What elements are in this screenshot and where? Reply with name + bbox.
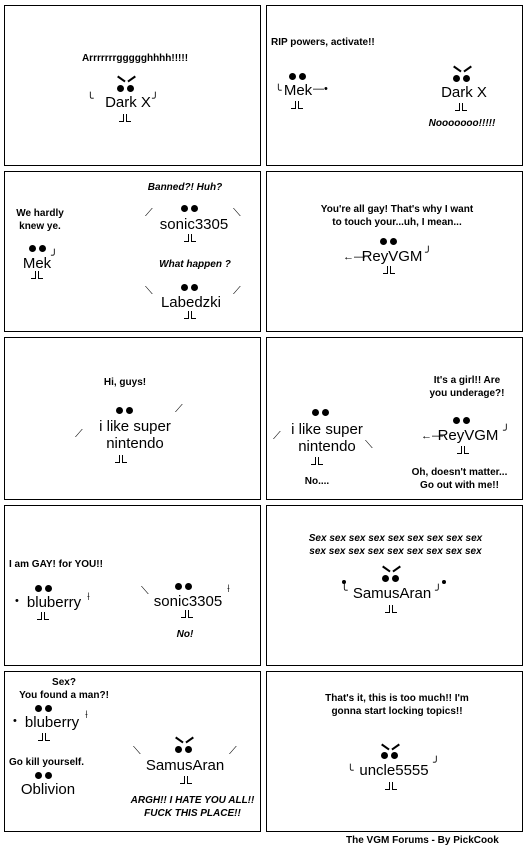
arm-icon: ⟍ xyxy=(141,585,149,597)
character-name: i like super nintendo xyxy=(99,418,171,452)
raised-arm-icon: ⟋ xyxy=(229,745,237,757)
arm-icon: ⟍ xyxy=(365,439,373,451)
legs-icon xyxy=(309,457,325,465)
legs-icon xyxy=(455,446,471,454)
raised-arm-icon: ⟊ xyxy=(87,591,90,603)
arm-icon: ╯ xyxy=(152,93,159,105)
eyes-icon xyxy=(29,245,49,253)
legs-icon xyxy=(178,776,194,784)
legs-icon xyxy=(182,311,198,319)
raised-arm-icon: ⟋ xyxy=(175,403,183,415)
angry-brow-icon xyxy=(117,74,137,83)
legs-icon xyxy=(113,455,129,463)
credit-footer: The VGM Forums - By PickCook xyxy=(346,835,499,846)
legs-icon xyxy=(117,114,133,122)
comic-panel-1 xyxy=(4,5,261,166)
comic-panel-8 xyxy=(266,505,523,666)
eyes-icon xyxy=(289,73,309,81)
eyes-icon xyxy=(35,705,55,713)
legs-icon xyxy=(383,605,399,613)
eyes-icon xyxy=(116,407,136,415)
speech-text: I am GAY! for YOU!! xyxy=(9,559,103,570)
arm-icon: • xyxy=(15,595,19,607)
legs-icon xyxy=(179,610,195,618)
speech-text: No.... xyxy=(304,476,330,487)
speech-text: No! xyxy=(176,629,194,640)
comic-panel-4 xyxy=(266,171,523,332)
eyes-icon xyxy=(181,284,201,292)
arm-icon: ╯ xyxy=(435,585,442,597)
arm-icon: ╰ xyxy=(87,93,94,105)
angry-brow-icon xyxy=(382,564,402,573)
raised-arm-icon: ⟋ xyxy=(145,207,153,219)
angry-brow-icon xyxy=(453,64,473,73)
eyes-icon xyxy=(35,772,55,780)
character-name: Oblivion xyxy=(20,781,76,798)
character-name: Labedzki xyxy=(160,294,222,311)
character-name: sonic3305 xyxy=(159,216,229,233)
character-name: SamusAran xyxy=(352,585,432,602)
legs-icon xyxy=(453,103,469,111)
comic-panel-2 xyxy=(266,5,523,166)
eyes-icon xyxy=(453,417,473,425)
eyes-icon xyxy=(312,409,332,417)
character-name: SamusAran xyxy=(145,757,225,774)
legs-icon xyxy=(289,101,305,109)
raised-arm-icon: ⟋ xyxy=(233,285,241,297)
eyes-icon xyxy=(380,238,400,246)
raised-arm-icon: ⟍ xyxy=(133,745,141,757)
pointing-arm-icon: ←— xyxy=(343,251,365,263)
raised-arm-icon: ⟍ xyxy=(145,285,153,297)
character-name: sonic3305 xyxy=(153,593,223,610)
hand-icon xyxy=(342,580,346,584)
eyes-icon xyxy=(381,752,401,760)
character-name: Mek xyxy=(22,255,52,272)
character-name: uncle5555 xyxy=(359,762,429,779)
speech-text: Go kill yourself. xyxy=(9,757,85,768)
character-name: i like super nintendo xyxy=(291,421,363,455)
angry-brow-icon xyxy=(381,742,401,751)
legs-icon xyxy=(35,612,51,620)
speech-text: Nooooooo!!!!! xyxy=(428,118,496,129)
speech-text: What happen ? xyxy=(159,259,231,270)
raised-arm-icon: ⟋ xyxy=(273,430,281,442)
character-name: bluberry xyxy=(26,594,82,611)
character-name: bluberry xyxy=(24,714,80,731)
speech-text: Sex sex sex sex sex sex sex sex sex sex sex sex sex sex sex sex sex sex xyxy=(308,533,483,557)
arm-icon: ⟋ xyxy=(75,428,83,440)
angry-brow-icon xyxy=(175,735,195,744)
comic-panel-7 xyxy=(4,505,261,666)
speech-text: We hardly knew ye. xyxy=(16,208,64,232)
arm-icon: —• xyxy=(313,83,328,95)
eyes-icon xyxy=(175,583,195,591)
comic-panel-9 xyxy=(4,671,261,832)
arm-icon: • xyxy=(13,715,17,727)
speech-text: That's it, this is too much!! I'm gonna start locking topics!! xyxy=(325,693,469,717)
arm-icon: ╯ xyxy=(51,250,58,262)
legs-icon xyxy=(36,733,52,741)
speech-text: ARGH!! I HATE YOU ALL!! FUCK THIS PLACE!! xyxy=(130,795,255,819)
character-name: ReyVGM xyxy=(361,248,423,265)
legs-icon xyxy=(182,234,198,242)
eyes-icon xyxy=(382,575,402,583)
comic-panel-5 xyxy=(4,337,261,500)
speech-text: Banned?! Huh? xyxy=(147,182,223,193)
arm-icon: ╯ xyxy=(425,247,432,259)
arm-icon: ╯ xyxy=(503,425,510,437)
arm-icon: ╰ xyxy=(347,765,354,777)
arm-icon: ╰ xyxy=(275,85,282,97)
character-name: Dark X xyxy=(441,84,487,101)
eyes-icon xyxy=(117,85,137,93)
legs-icon xyxy=(29,271,45,279)
arm-icon: ╯ xyxy=(433,757,440,769)
eyes-icon xyxy=(175,746,195,754)
raised-arm-icon: ⟊ xyxy=(227,583,230,595)
speech-text: You're all gay! That's why I want to touch your...uh, I mean... xyxy=(320,204,474,228)
speech-text: Arrrrrrrggggghhhh!!!!! xyxy=(81,53,189,64)
raised-arm-icon: ⟊ xyxy=(85,709,88,721)
legs-icon xyxy=(381,266,397,274)
speech-text: Sex? You found a man?! xyxy=(19,677,109,701)
character-name: Dark X xyxy=(105,94,151,111)
raised-arm-icon: ⟍ xyxy=(233,207,241,219)
arm-icon: ╰ xyxy=(341,585,348,597)
comic-panel-10 xyxy=(266,671,523,832)
eyes-icon xyxy=(453,75,473,83)
comic-panel-3 xyxy=(4,171,261,332)
speech-text: It's a girl!! Are you underage?! xyxy=(429,375,505,399)
eyes-icon xyxy=(181,205,201,213)
eyes-icon xyxy=(35,585,55,593)
speech-text: RIP powers, activate!! xyxy=(271,37,375,48)
character-name: ReyVGM xyxy=(437,427,499,444)
pointing-arm-icon: ←— xyxy=(421,430,443,442)
legs-icon xyxy=(383,782,399,790)
speech-text: Hi, guys! xyxy=(103,377,147,388)
hand-icon xyxy=(442,580,446,584)
speech-text: Oh, doesn't matter... Go out with me!! xyxy=(411,467,508,491)
comic-panel-6 xyxy=(266,337,523,500)
character-name: Mek xyxy=(283,82,313,99)
